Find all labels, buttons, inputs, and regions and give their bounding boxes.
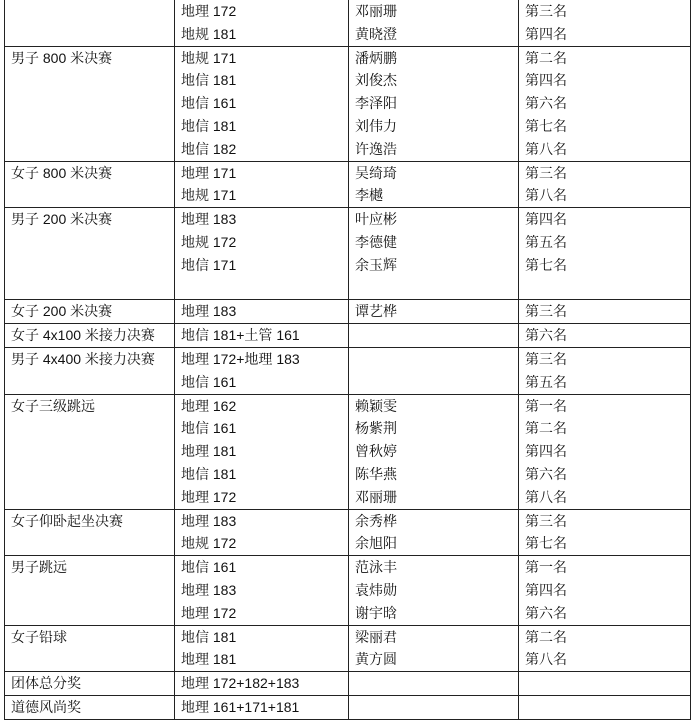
- rank-cell: [519, 46, 691, 161]
- event-name: 女子 4x100 米接力决赛: [11, 327, 155, 344]
- class-cell: [175, 46, 349, 161]
- event-row: [5, 0, 691, 46]
- rank-label: [525, 672, 690, 695]
- rank-label: 第八名: [525, 488, 567, 505]
- class-name: 地理 181: [181, 651, 237, 668]
- athlete-name: [355, 324, 518, 347]
- athlete-name: 谢宇晗: [355, 604, 397, 621]
- athlete-name: 李德健: [355, 233, 397, 250]
- event-name: 男子 800 米决赛: [11, 49, 113, 66]
- class-name: [181, 277, 348, 300]
- event-name: 女子 800 米决赛: [11, 164, 113, 181]
- name-cell: [349, 208, 519, 300]
- class-name: 地信 182: [181, 140, 237, 157]
- athlete-name: [355, 277, 518, 300]
- class-cell: [175, 394, 349, 509]
- athlete-name: [355, 371, 518, 394]
- class-name: 地理 181: [181, 443, 237, 460]
- rank-label: 第四名: [525, 211, 567, 228]
- rank-label: 第五名: [525, 373, 567, 390]
- rank-label: 第三名: [525, 164, 567, 181]
- rank-label: 第七名: [525, 256, 567, 273]
- athlete-name: [355, 696, 518, 719]
- class-name: 地理 171: [181, 164, 237, 181]
- name-cell: [349, 46, 519, 161]
- rank-cell: [519, 625, 691, 672]
- event-name: 女子铅球: [11, 628, 67, 645]
- event-cell: [5, 300, 175, 324]
- class-name: 地信 181+土管 161: [181, 327, 300, 344]
- class-name: 地规 172: [181, 535, 237, 552]
- class-name: 地理 183: [181, 303, 237, 320]
- rank-label: 第七名: [525, 117, 567, 134]
- name-cell: [349, 347, 519, 394]
- class-cell: [175, 347, 349, 394]
- class-name: 地信 181: [181, 117, 237, 134]
- event-row: [5, 347, 691, 394]
- event-cell: [5, 0, 175, 46]
- event-name: 男子 200 米决赛: [11, 211, 113, 228]
- athlete-name: 许逸浩: [355, 140, 397, 157]
- class-name: 地理 172: [181, 604, 237, 621]
- class-name: 地信 161: [181, 420, 237, 437]
- rank-cell: [519, 161, 691, 208]
- athlete-name: 叶应彬: [355, 211, 397, 228]
- name-cell: [349, 672, 519, 696]
- rank-label: 第一名: [525, 397, 567, 414]
- class-name: 地理 161+171+181: [181, 698, 300, 715]
- class-name: 地理 183: [181, 211, 237, 228]
- class-name: 地规 181: [181, 25, 237, 42]
- class-cell: [175, 625, 349, 672]
- athlete-name: 杨紫荆: [355, 420, 397, 437]
- rank-label: 第三名: [525, 303, 567, 320]
- athlete-name: 邓丽珊: [355, 3, 397, 19]
- event-cell: [5, 672, 175, 696]
- athlete-name: 余秀桦: [355, 512, 397, 529]
- athlete-name: 陈华燕: [355, 465, 397, 482]
- event-cell: [5, 208, 175, 300]
- event-name: 男子跳远: [11, 559, 67, 576]
- name-cell: [349, 394, 519, 509]
- rank-label: 第八名: [525, 187, 567, 204]
- rank-label: 第三名: [525, 512, 567, 529]
- rank-label: [525, 696, 690, 719]
- rank-label: 第七名: [525, 535, 567, 552]
- rank-cell: [519, 324, 691, 348]
- athlete-name: [355, 672, 518, 695]
- class-cell: [175, 672, 349, 696]
- athlete-name: 赖颖雯: [355, 397, 397, 414]
- athlete-name: 曾秋婷: [355, 443, 397, 460]
- rank-label: 第八名: [525, 651, 567, 668]
- class-cell: [175, 0, 349, 46]
- name-cell: [349, 161, 519, 208]
- athlete-name: 袁炜勋: [355, 581, 397, 598]
- class-name: 地信 181: [181, 628, 237, 645]
- class-cell: [175, 556, 349, 625]
- athlete-name: 余玉辉: [355, 256, 397, 273]
- class-name: 地理 172: [181, 488, 237, 505]
- event-cell: [5, 394, 175, 509]
- rank-cell: [519, 394, 691, 509]
- rank-label: 第四名: [525, 25, 567, 42]
- athlete-name: 邓丽珊: [355, 488, 397, 505]
- rank-label: 第二名: [525, 420, 567, 437]
- rank-label: 第三名: [525, 350, 567, 367]
- class-cell: [175, 208, 349, 300]
- event-name: 道德风尚奖: [11, 698, 81, 715]
- event-row: [5, 324, 691, 348]
- rank-cell: [519, 509, 691, 556]
- class-name: 地信 181: [181, 465, 237, 482]
- event-row: [5, 556, 691, 625]
- event-cell: [5, 46, 175, 161]
- event-name: 女子三级跳远: [11, 397, 95, 414]
- event-row: [5, 625, 691, 672]
- athlete-name: 范泳丰: [355, 559, 397, 576]
- athlete-name: 潘炳鹏: [355, 49, 397, 66]
- athlete-name: 刘俊杰: [355, 72, 397, 89]
- rank-cell: [519, 300, 691, 324]
- rank-label: 第四名: [525, 443, 567, 460]
- athlete-name: 梁丽君: [355, 628, 397, 645]
- name-cell: [349, 556, 519, 625]
- class-name: 地理 162: [181, 397, 237, 414]
- event-row: [5, 509, 691, 556]
- rank-label: 第一名: [525, 559, 567, 576]
- athlete-name: 余旭阳: [355, 535, 397, 552]
- athlete-name: 吴绮琦: [355, 164, 397, 181]
- class-name: 地理 172+182+183: [181, 675, 300, 692]
- class-cell: [175, 324, 349, 348]
- rank-label: 第六名: [525, 604, 567, 621]
- rank-cell: [519, 556, 691, 625]
- athlete-name: 李樾: [355, 187, 383, 204]
- event-row: [5, 208, 691, 300]
- event-row: [5, 394, 691, 509]
- rank-label: 第四名: [525, 581, 567, 598]
- event-cell: [5, 161, 175, 208]
- class-cell: [175, 161, 349, 208]
- rank-label: 第四名: [525, 72, 567, 89]
- rank-cell: [519, 672, 691, 696]
- event-name: 团体总分奖: [11, 675, 81, 692]
- class-name: 地规 171: [181, 187, 237, 204]
- event-row: [5, 695, 691, 719]
- class-name: 地理 183: [181, 512, 237, 529]
- rank-label: 第八名: [525, 140, 567, 157]
- name-cell: [349, 695, 519, 719]
- event-cell: [5, 509, 175, 556]
- event-name: 女子仰卧起坐决赛: [11, 512, 123, 529]
- name-cell: [349, 509, 519, 556]
- event-name: [11, 0, 174, 23]
- rank-cell: [519, 0, 691, 46]
- athlete-name: 黄方圆: [355, 651, 397, 668]
- class-name: 地信 171: [181, 256, 237, 273]
- class-name: 地规 172: [181, 233, 237, 250]
- class-name: 地信 161: [181, 559, 237, 576]
- class-name: 地规 171: [181, 49, 237, 66]
- event-name: 男子 4x400 米接力决赛: [11, 350, 155, 367]
- rank-cell: [519, 695, 691, 719]
- event-row: [5, 161, 691, 208]
- rank-cell: [519, 208, 691, 300]
- athlete-name: 李泽阳: [355, 95, 397, 112]
- event-cell: [5, 347, 175, 394]
- class-name: 地信 161: [181, 373, 237, 390]
- class-name: 地理 183: [181, 581, 237, 598]
- rank-label: [525, 277, 690, 300]
- event-row: [5, 300, 691, 324]
- results-table: [4, 0, 691, 720]
- event-row: [5, 46, 691, 161]
- class-name: 地理 172: [181, 3, 237, 19]
- athlete-name: [355, 348, 518, 371]
- class-cell: [175, 509, 349, 556]
- class-name: 地理 172+地理 183: [181, 350, 300, 367]
- class-name: 地信 161: [181, 95, 237, 112]
- rank-cell: [519, 347, 691, 394]
- rank-label: 第二名: [525, 49, 567, 66]
- name-cell: [349, 625, 519, 672]
- event-name: 女子 200 米决赛: [11, 303, 113, 320]
- event-cell: [5, 695, 175, 719]
- rank-label: 第五名: [525, 233, 567, 250]
- class-cell: [175, 695, 349, 719]
- rank-label: 第三名: [525, 3, 567, 19]
- results-document: [4, 0, 690, 720]
- name-cell: [349, 0, 519, 46]
- results-table-body: [5, 0, 691, 719]
- athlete-name: 刘伟力: [355, 117, 397, 134]
- rank-label: 第六名: [525, 465, 567, 482]
- class-name: 地信 181: [181, 72, 237, 89]
- athlete-name: 黄晓澄: [355, 25, 397, 42]
- rank-label: 第二名: [525, 628, 567, 645]
- event-cell: [5, 556, 175, 625]
- rank-label: 第六名: [525, 95, 567, 112]
- name-cell: [349, 300, 519, 324]
- event-cell: [5, 324, 175, 348]
- name-cell: [349, 324, 519, 348]
- rank-label: 第六名: [525, 327, 567, 344]
- class-cell: [175, 300, 349, 324]
- event-cell: [5, 625, 175, 672]
- athlete-name: 谭艺桦: [355, 303, 397, 320]
- event-row: [5, 672, 691, 696]
